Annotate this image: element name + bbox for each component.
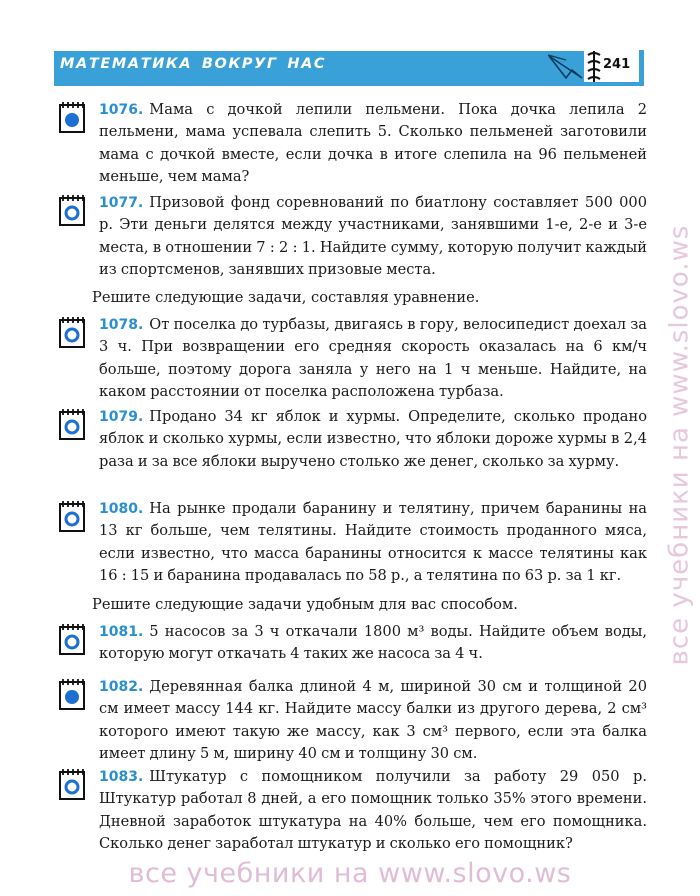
problem-number: 1081. — [99, 624, 144, 640]
vertical-watermark — [664, 120, 694, 770]
problem-1079 — [57, 406, 647, 473]
spiral-binding-icon — [586, 49, 602, 85]
notebook-ring-icon — [57, 316, 87, 349]
vertical-watermark-text: все учебники на www.slovo.ws — [664, 224, 695, 666]
problem-1083 — [57, 766, 647, 856]
problem-text: Штукатур с помощником получили за работу 29 050 р. Штукатур работал 8 дней, а его помощник только 35% этого времени. Дневной заработок штукатура на 40% больше, чем его помощника. Сколько денег заработал штукатур и сколько его помощник? — [99, 768, 647, 853]
problem-number: 1078. — [99, 317, 144, 333]
notebook-ring-icon — [57, 623, 87, 656]
bottom-watermark: все учебники на www.slovo.ws — [128, 858, 572, 889]
problem-1082 — [57, 676, 647, 766]
problem-text: Мама с дочкой лепили пельмени. Пока дочка лепила 2 пельмени, мама успевала слепить 5. Сколько пельменей заготовили мама с дочкой вместе, если дочка в итоге слепила на 96 пельменей меньше, чем мама? — [99, 101, 647, 186]
problem-text: На рынке продали баранину и телятину, причем баранины на 13 кг больше, чем телятины. Найдите стоимость проданного мяса, если известно, что масса баранины относится к массе телятины как 16 : 15 и баранина продавалась по 58 р., а телятина по 63 р. за 1 кг. — [99, 500, 647, 585]
problem-number: 1083. — [99, 769, 144, 785]
problem-1080 — [57, 498, 647, 588]
section-title: МАТЕМАТИКА ВОКРУГ НАС — [60, 56, 327, 72]
notebook-filled-dot-icon — [57, 101, 87, 134]
header-rule — [54, 82, 644, 86]
problem-text: Деревянная балка длиной 4 м, шириной 30 см и толщиной 20 см имеет массу 144 кг. Найдите массу балки из другого дерева, 2 см³ которого имеют такую же массу, как 3 см³ первого, если эта балка имеет длину 5 м, ширину 40 см и толщину 30 см. — [99, 678, 647, 763]
page-number: 241 — [603, 57, 631, 72]
problem-1078 — [57, 314, 647, 404]
problem-number: 1077. — [99, 195, 144, 211]
notebook-filled-dot-icon — [57, 678, 87, 711]
problem-text: Продано 34 кг яблок и хурмы. Определите, сколько продано яблок и сколько хурмы, если известно, что яблоки дороже хурмы в 2,4 раза и за все яблоки выручено столько же денег, сколько за хурму. — [99, 408, 647, 470]
problem-number: 1080. — [99, 501, 144, 517]
instruction-text: Решите следующие задачи, составляя уравнение. — [92, 289, 480, 306]
problem-number: 1079. — [99, 409, 144, 425]
pointer-arrow-icon — [546, 48, 586, 84]
notebook-ring-icon — [57, 768, 87, 801]
problem-1081 — [57, 621, 647, 666]
problem-number: 1076. — [99, 102, 144, 118]
notebook-ring-icon — [57, 194, 87, 227]
instruction-text: Решите следующие задачи удобным для вас способом. — [92, 596, 518, 613]
header-edge — [639, 50, 644, 86]
problem-text: 5 насосов за 3 ч откачали 1800 м³ воды. Найдите объем воды, которую могут откачать 4 таких же насоса за 4 ч. — [99, 623, 647, 663]
problem-number: 1082. — [99, 679, 144, 695]
notebook-ring-icon — [57, 408, 87, 441]
notebook-ring-icon — [57, 500, 87, 533]
problem-text: От поселка до турбазы, двигаясь в гору, велосипедист доехал за 3 ч. При возвращении его средняя скорость оказалась на 6 км/ч больше, поэтому дорога заняла у него на 1 ч меньше. Найдите, на каком расстоянии от поселка расположена турбаза. — [99, 316, 647, 401]
problem-text: Призовой фонд соревнований по биатлону составляет 500 000 р. Эти деньги делятся между участниками, занявшими 1-е, 2-е и 3-е места, в отношении 7 : 2 : 1. Найдите сумму, которую получит каждый из спортсменов, занявших призовые места. — [99, 194, 647, 279]
problem-1076 — [57, 99, 647, 189]
problem-1077 — [57, 192, 647, 282]
